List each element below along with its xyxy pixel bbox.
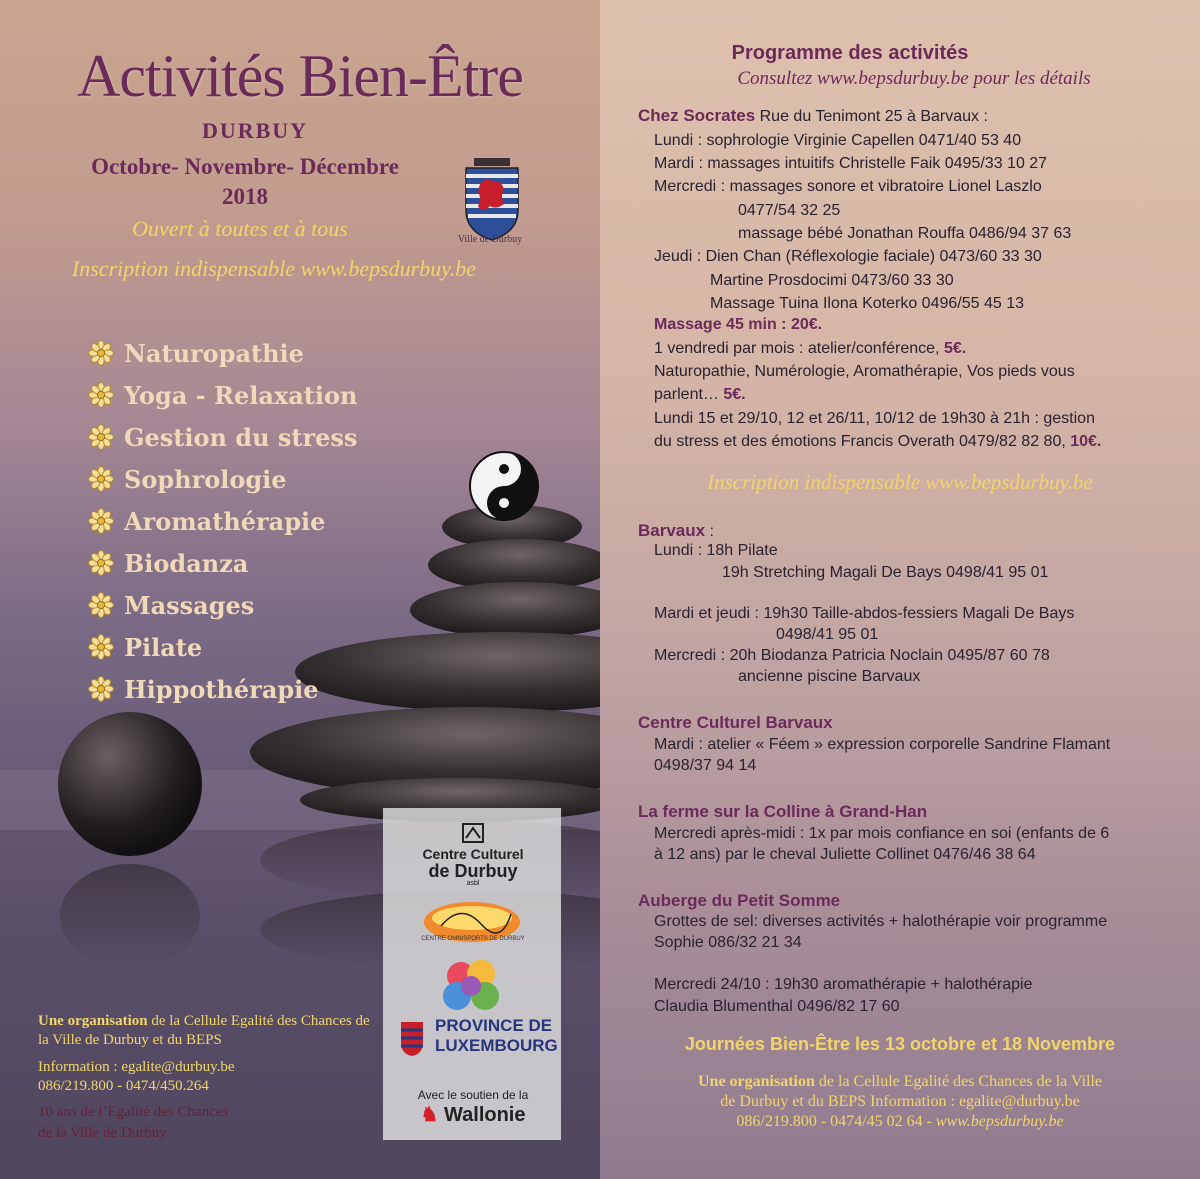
activity-item [88, 542, 357, 584]
wallonie-support-text: Avec le soutien de la [417, 1088, 529, 1102]
flower-bullet-icon [88, 592, 114, 618]
flower-bullet-icon [88, 676, 114, 702]
org-line1 [600, 1072, 1200, 1092]
period-year: 2018 [222, 184, 268, 209]
activity-label: Biodanza [124, 548, 249, 578]
barvaux-line: 0498/41 95 01 [776, 626, 879, 643]
cc-barvaux-line: Mardi : atelier « Féem » expression corporelle Sandrine Flamant [654, 736, 1111, 753]
activity-label: Pilate [124, 632, 203, 662]
inscription-notice-right: Inscription indispensable www.bepsdurbuy.be [707, 470, 1093, 494]
programme-title: Programme des activités [731, 42, 969, 64]
cc-asbl: asbl [466, 880, 480, 887]
socrates-heading [638, 106, 988, 126]
wellness-days-announcement: Journées Bien-Être les 13 octobre et 18 Novembre [684, 1034, 1116, 1054]
period-months: Octobre- Novembre- Décembre [91, 154, 399, 179]
org-bold: Une organisation [698, 1073, 815, 1090]
anniversary-line2: de la Ville de Durbuy [38, 1125, 167, 1141]
wallonie-logo [393, 1088, 553, 1127]
activity-item [88, 500, 357, 542]
wallonie-name [393, 1102, 553, 1127]
flower-bullet-icon [88, 340, 114, 366]
activity-item [88, 332, 357, 374]
ferme-line: Mercredi après-midi : 1x par mois confiance en soi (enfants de 6 [654, 825, 1110, 842]
flower-bullet-icon [88, 466, 114, 492]
open-to-all-tagline: Ouvert à toutes et à tous [132, 216, 348, 241]
ferme-heading: La ferme sur la Colline à Grand-Han [638, 802, 928, 821]
flower-bullet-icon [88, 424, 114, 450]
main-title: Activités Bien-Être [77, 43, 523, 109]
socrates-line: Naturopathie, Numérologie, Aromathérapie, Vos pieds vous [654, 363, 1075, 380]
cc-name: Centre Culturel [422, 846, 524, 862]
org-rest: de la Cellule Egalité des Chances de la Ville [814, 1073, 1102, 1090]
socrates-line: 0477/54 32 25 [738, 202, 841, 219]
province-luxembourg-logo [397, 1016, 557, 1056]
barvaux-line: Lundi : 18h Pilate [654, 542, 778, 559]
cc-barvaux-heading: Centre Culturel Barvaux [638, 713, 833, 732]
auberge-line: Mercredi 24/10 : 19h30 aromathérapie + halothérapie [654, 976, 1033, 993]
contact-info [38, 1058, 378, 1096]
friday-workshop: 1 vendredi par mois : atelier/conférence, [654, 340, 944, 357]
activity-item [88, 374, 357, 416]
auberge-line: Grottes de sel: diverses activités + halothérapie voir programme [654, 913, 1108, 930]
barvaux-heading [638, 521, 714, 541]
friday-price: 5€. [943, 340, 967, 357]
activity-label: Yoga - Relaxation [124, 380, 358, 410]
programme-subtitle: Consultez www.bepsdurbuy.be pour les détails [737, 68, 1091, 89]
centre-culturel-logo [393, 822, 553, 887]
inscription-notice: Inscription indispensable www.bepsdurbuy.be [71, 256, 477, 281]
barvaux-colon: : [705, 523, 714, 540]
province-lion-icon [397, 1018, 427, 1058]
rooster-icon: ♞ [420, 1104, 439, 1126]
barvaux-title: Barvaux [638, 521, 706, 540]
barvaux-line: ancienne piscine Barvaux [738, 668, 921, 685]
barvaux-line: Mardi et jeudi : 19h30 Taille-abdos-fessiers Magali De Bays [654, 605, 1075, 622]
cc-place: de Durbuy [428, 861, 518, 881]
cultural-centre-icon [461, 822, 485, 844]
activity-item [88, 626, 357, 668]
socrates-line: Massage Tuina Ilona Koterko 0496/55 45 13 [710, 295, 1024, 312]
activity-label: Massages [124, 590, 255, 620]
wallonie-label: Wallonie [444, 1104, 526, 1126]
anniversary-line1: 10 ans de l’Egalité des Chances [38, 1104, 229, 1120]
topics-end: parlent… [654, 386, 724, 403]
org-website: www.bepsdurbuy.be [935, 1113, 1064, 1130]
activity-label: Gestion du stress [124, 422, 358, 452]
activity-item [88, 458, 357, 500]
partner-logos-panel [383, 808, 561, 1140]
massage-price: Massage 45 min : 20€. [654, 316, 823, 333]
ferme-line: à 12 ans) par le cheval Juliette Collinet 0476/46 38 64 [654, 846, 1036, 863]
crest-label: Ville de Durbuy [457, 234, 523, 245]
socrates-title: Chez Socrates [638, 106, 756, 125]
equality-hands-logo [441, 958, 503, 1016]
socrates-line [654, 433, 1101, 451]
socrates-line: Lundi : sophrologie Virginie Capellen 0471/40 53 40 [654, 132, 1022, 149]
socrates-line: Mardi : massages intuitifs Christelle Faik 0495/33 10 27 [654, 155, 1048, 172]
socrates-line [654, 340, 966, 358]
province-line2: LUXEMBOURG [435, 1036, 558, 1055]
activity-label: Aromathérapie [124, 506, 326, 536]
auberge-line: Claudia Blumenthal 0496/82 17 60 [654, 998, 900, 1015]
socrates-line: Lundi 15 et 29/10, 12 et 26/11, 10/12 de 19h30 à 21h : gestion [654, 410, 1095, 427]
activity-item [88, 416, 357, 458]
org-phones: 086/219.800 - 0474/45 02 64 - [736, 1113, 936, 1130]
organisation-text [38, 1012, 378, 1050]
stress-session: du stress et des émotions Francis Overath 0479/82 82 80, [654, 433, 1071, 450]
socrates-line: massage bébé Jonathan Rouffa 0486/94 37 63 [738, 225, 1072, 242]
activity-item [88, 584, 357, 626]
socrates-line: Martine Prosdocimi 0473/60 33 30 [710, 272, 954, 289]
org-line3 [600, 1112, 1200, 1132]
auberge-line: Sophie 086/32 21 34 [654, 934, 802, 951]
org-line2: de Durbuy et du BEPS Information : egalite@durbuy.be [720, 1093, 1080, 1110]
activity-label: Sophrologie [124, 464, 287, 494]
dark-sphere [58, 712, 202, 856]
flower-bullet-icon [88, 634, 114, 660]
activity-item [88, 668, 357, 710]
activity-label: Naturopathie [124, 338, 304, 368]
cc-barvaux-line: 0498/37 94 14 [654, 757, 757, 774]
topics-price: 5€. [723, 386, 746, 403]
socrates-line [654, 386, 746, 404]
socrates-line: Jeudi : Dien Chan (Réflexologie faciale) 0473/60 33 30 [654, 248, 1042, 265]
flower-bullet-icon [88, 550, 114, 576]
organisation-footer [600, 1072, 1200, 1132]
socrates-line: Mercredi : massages sonore et vibratoire Lionel Laszlo [654, 178, 1042, 195]
province-line1: PROVINCE DE [435, 1016, 553, 1035]
flower-bullet-icon [88, 382, 114, 408]
contact-email: Information : egalite@durbuy.be [38, 1059, 235, 1075]
activities-list [88, 332, 357, 710]
auberge-heading: Auberge du Petit Somme [638, 891, 841, 910]
stress-price: 10€. [1070, 433, 1102, 450]
city-name: DURBUY [201, 118, 309, 143]
socrates-address: Rue du Tenimont 25 à Barvaux : [755, 108, 988, 125]
contact-phones: 086/219.800 - 0474/450.264 [38, 1078, 209, 1094]
organisation-bold: Une organisation [38, 1013, 148, 1029]
activity-label: Hippothérapie [124, 674, 319, 704]
flower-bullet-icon [88, 508, 114, 534]
anniversary-note [38, 1102, 378, 1144]
stone-3 [410, 582, 600, 638]
barvaux-line: 19h Stretching Magali De Bays 0498/41 95 01 [722, 564, 1049, 581]
yin-yang-icon [470, 452, 538, 520]
barvaux-line: Mercredi : 20h Biodanza Patricia Noclain 0495/87 60 78 [654, 647, 1050, 664]
organisation-rest: de la Cellule Egalité des Chances de la Ville de Durbuy et du BEPS [38, 1013, 370, 1048]
omnisports-label: CENTRE OMNISPORTS DE DURBUY [421, 936, 525, 942]
right-panel [600, 0, 1200, 1179]
